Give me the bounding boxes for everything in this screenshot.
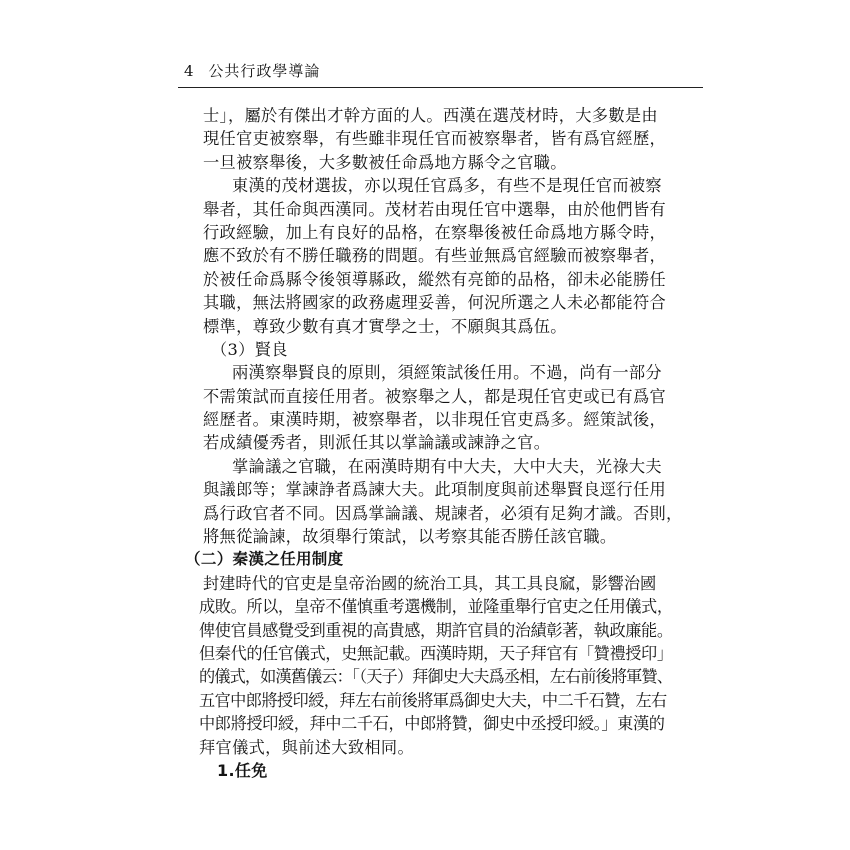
text-line: 於被任命爲縣令後領導縣政，縱然有亮節的品格，卻未必能勝任 xyxy=(203,269,667,289)
body-text xyxy=(185,104,693,782)
text-line: 舉者，其任命與西漢同。茂材若由現任官中選舉，由於他們皆有 xyxy=(203,199,667,219)
text-line: 經歷者。東漢時期，被察舉者，以非現任官吏爲多。經策試後， xyxy=(203,410,667,430)
header-rule xyxy=(178,87,703,88)
text-line: 爲行政官者不同。因爲掌論議、規諫者，必須有足夠才識。否則， xyxy=(203,503,683,523)
text-line: 拜官儀式，與前述大致相同。 xyxy=(199,737,414,757)
text-line: 不需策試而直接任用者。被察舉之人，都是現任官吏或已有爲官 xyxy=(203,386,667,406)
text-line: 五官中郎將授印綬，拜左右前後將軍爲御史大夫，中二千石贊，左右 xyxy=(199,690,667,710)
subsection-heading: （3）賢良 xyxy=(211,339,288,359)
text-line: 行政經驗，加上有良好的品格，在察舉後被任命爲地方縣令時， xyxy=(203,222,667,242)
numbered-heading: 1.任免 xyxy=(217,760,268,780)
text-line: 標準，尊致少數有真才實學之士，不願與其爲伍。 xyxy=(203,316,567,336)
running-header xyxy=(184,60,320,81)
text-line: 若成績優秀者，則派任其以掌論議或諫諍之官。 xyxy=(203,433,551,453)
page-number: 4 xyxy=(184,62,195,80)
paragraph-start: 掌論議之官職，在兩漢時期有中大夫，大中大夫，光祿大夫 xyxy=(232,456,662,476)
paragraph-start: 封建時代的官吏是皇帝治國的統治工具，其工具良窳，影響治國 xyxy=(203,573,657,593)
text-line: 中郎將授印綬，拜中二千石，中郎將贊，御史中丞授印綬。」東漢的 xyxy=(199,714,665,734)
section-heading: （二）秦漢之任用制度 xyxy=(185,550,344,569)
text-line: 但秦代的任官儀式，史無記載。西漢時期，天子拜官有「贊禮授印」 xyxy=(199,643,673,663)
text-line: 的儀式，如漢舊儀云：「（天子）拜御史大夫爲丞相，左右前後將軍贊、 xyxy=(199,667,672,687)
text-line: 成敗。所以，皇帝不僅慎重考選機制，並隆重舉行官吏之任用儀式， xyxy=(199,597,673,617)
text-line: 現任官吏被察舉，有些雖非現任官而被察舉者，皆有爲官經歷， xyxy=(203,129,667,149)
text-line: 與議郎等；掌諫諍者爲諫大夫。此項制度與前述舉賢良逕行任用 xyxy=(203,480,667,500)
text-line: 應不致於有不勝任職務的問題。有些並無爲官經驗而被察舉者， xyxy=(203,246,667,266)
text-line: 士」，屬於有傑出才幹方面的人。西漢在選茂材時，大多數是由 xyxy=(203,106,658,125)
text-line: 一旦被察舉後，大多數被任命爲地方縣令之官職。 xyxy=(203,152,567,172)
paragraph-start: 東漢的茂材選拔，亦以現任官爲多，有些不是現任官而被察 xyxy=(232,176,662,196)
paragraph-start: 兩漢察舉賢良的原則，須經策試後任用。不過，尚有一部分 xyxy=(232,363,662,383)
book-title: 公共行政學導論 xyxy=(208,62,321,80)
text-line: 俾使官員感覺受到重視的高貴感，期許官員的治績彰著，執政廉能。 xyxy=(199,620,673,640)
text-line: 將無從論諫，故須舉行策試，以考察其能否勝任該官職。 xyxy=(203,527,617,547)
text-line: 其職，無法將國家的政務處理妥善，何況所選之人未必都能符合 xyxy=(203,293,667,313)
